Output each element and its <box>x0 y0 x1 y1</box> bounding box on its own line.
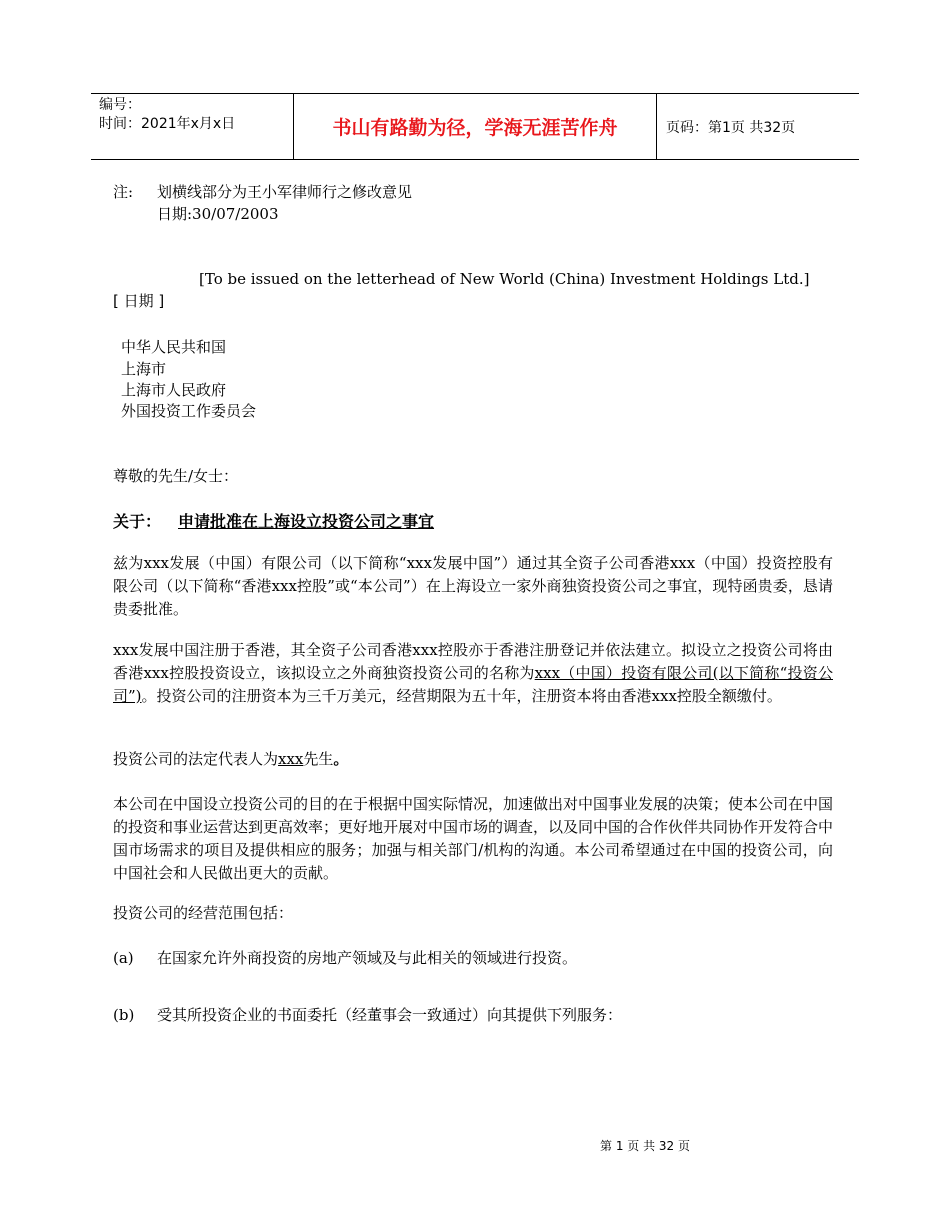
note-date: 日期:30/07/2003 <box>157 205 279 223</box>
header-motto: 书山有路勤为径，学海无涯苦作舟 <box>294 94 657 159</box>
recipient-line: 上海市人民政府 <box>121 381 227 399</box>
list-item-marker: (a) <box>113 949 134 967</box>
date-placeholder: [ 日期 ] <box>113 292 165 310</box>
paragraph-intro: 兹为xxx发展（中国）有限公司（以下简称“xxx发展中国”）通过其全资子公司香港xxx（中国）投资控股有限公司（以下简称“香港xxx控股”或“本公司”）在上海设立一家外商独资投资公司之事宜，现特函贵委，恳请贵委批准。 <box>113 554 833 618</box>
list-item: 在国家允许外商投资的房地产领域及与此相关的领域进行投资。 <box>157 949 578 967</box>
number-label: 编号： <box>99 97 141 113</box>
subject-label: 关于： <box>113 512 162 531</box>
legal-rep-name: xxx <box>278 750 304 768</box>
subject-text: 申请批准在上海设立投资公司之事宜 <box>178 512 435 531</box>
paragraph-registration: xxx发展中国注册于香港，其全资子公司香港xxx控股亦于香港注册登记并依法建立。拟设立之投资公司将由香港xxx控股投资设立，该拟设立之外商独资投资公司的名称为xxx（中国）投资有限公司(以下简称“投资公司”)。投资公司的注册资本为三千万美元，经营期限为五十年，注册资本将由香港xxx控股全额缴付。 <box>113 641 833 705</box>
note-text: 划横线部分为王小军律师行之修改意见 <box>157 183 413 201</box>
header-info-cell <box>91 94 294 159</box>
recipient-line: 外国投资工作委员会 <box>121 402 257 420</box>
letterhead-instruction: [To be issued on the letterhead of New World (China) Investment Holdings Ltd.] <box>199 270 810 288</box>
time-label: 时间：2021年x月x日 <box>99 116 236 132</box>
paragraph-purpose: 本公司在中国设立投资公司的目的在于根据中国实际情况，加速做出对中国事业发展的决策；使本公司在中国的投资和事业运营达到更高效率；更好地开展对中国市场的调查，以及同中国的合作伙伴共同协作开发符合中国市场需求的项目及提供相应的服务；加强与相关部门/机构的沟通。本公司希望通过在中国的投资公司，向中国社会和人民做出更大的贡献。 <box>113 795 834 882</box>
recipient-line: 上海市 <box>121 360 167 378</box>
note-prefix: 注: <box>113 183 134 201</box>
header-page-code: 页码：第1页 共32页 <box>666 119 796 136</box>
salutation: 尊敬的先生/女士： <box>113 467 239 485</box>
page-footer: 第 1 页 共 32 页 <box>600 1139 690 1153</box>
document-header <box>91 93 859 160</box>
list-item-marker: (b) <box>113 1006 135 1024</box>
company-name-underlined: xxx（中国）投资有限公司(以下简称“投资公司”) <box>113 664 833 705</box>
paragraph-scope-intro: 投资公司的经营范围包括： <box>113 904 294 922</box>
paragraph-legal-rep: 投资公司的法定代表人为xxx先生。 <box>113 750 349 768</box>
list-item: 受其所投资企业的书面委托（经董事会一致通过）向其提供下列服务： <box>157 1006 623 1024</box>
recipient-line: 中华人民共和国 <box>121 338 227 356</box>
